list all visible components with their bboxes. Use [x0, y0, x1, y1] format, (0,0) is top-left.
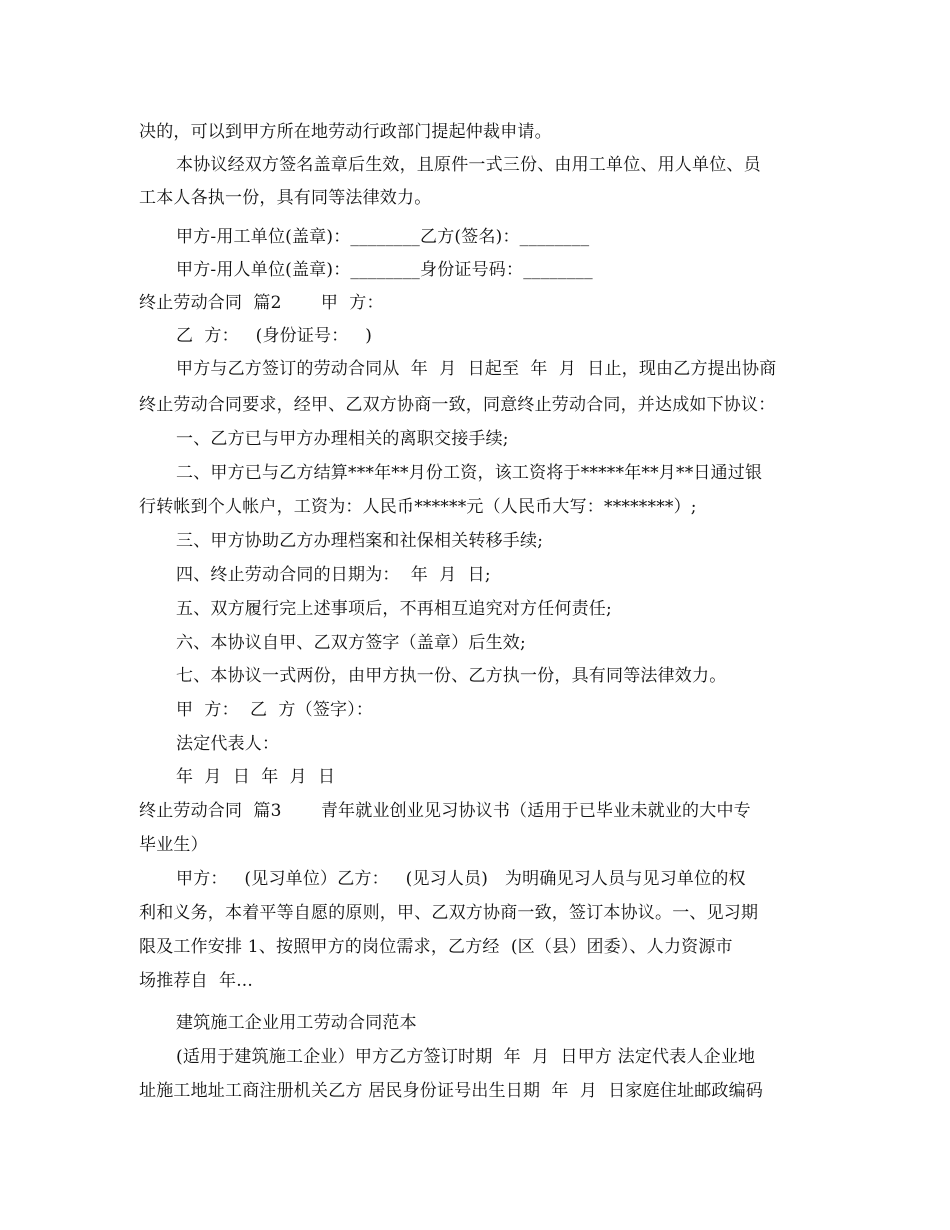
text-line: 行转帐到个人帐户，工资为：人民币******元（人民币大写：********）; — [139, 497, 697, 517]
text-line: 址施工地址工商注册机关乙方 居民身份证号出生日期 年 月 日家庭住址邮政编码 — [139, 1081, 764, 1101]
section-heading: 终止劳动合同 篇3 青年就业创业见习协议书（适用于已毕业未就业的大中专 — [139, 801, 751, 821]
text-line: 决的，可以到甲方所在地劳动行政部门提起仲裁申请。 — [139, 122, 552, 142]
signature-line-user-unit: 甲方-用人单位(盖章)：________身份证号码：________ — [176, 260, 593, 280]
date-line: 年 月 日 年 月 日 — [176, 767, 336, 787]
text-line: 乙 方： (身份证号： ) — [176, 326, 373, 346]
signature-line-employer: 甲方-用工单位(盖章)：________乙方(签名)：________ — [176, 227, 590, 247]
text-line: 场推荐自 年... — [139, 971, 254, 991]
list-item: 四、终止劳动合同的日期为： 年 月 日; — [176, 565, 491, 585]
text-line: (适用于建筑施工企业）甲方乙方签订时期 年 月 日甲方 法定代表人企业地 — [176, 1047, 756, 1067]
list-item: 二、甲方已与乙方结算***年**月份工资，该工资将于*****年**月**日通过银 — [176, 463, 763, 483]
list-item: 一、乙方已与甲方办理相关的离职交接手续; — [176, 429, 509, 449]
text-line: 限及工作安排 1、按照甲方的岗位需求，乙方经 (区（县）团委）、人力资源市 — [139, 937, 733, 957]
list-item: 三、甲方协助乙方办理档案和社保相关转移手续; — [176, 531, 544, 551]
list-item: 五、双方履行完上述事项后，不再相互追究对方任何责任; — [176, 599, 612, 619]
list-item: 六、本协议自甲、乙双方签字（盖章）后生效; — [176, 633, 526, 653]
text-line: 甲方与乙方签订的劳动合同从 年 月 日起至 年 月 日止，现由乙方提出协商 — [176, 359, 777, 379]
text-line: 工本人各执一份，具有同等法律效力。 — [139, 188, 432, 208]
text-line: 终止劳动合同要求，经甲、乙双方协商一致，同意终止劳动合同，并达成如下协议： — [139, 395, 776, 415]
text-line: 甲方： (见习单位）乙方： (见习人员) 为明确见习人员与见习单位的权 — [176, 869, 746, 889]
section-title: 建筑施工企业用工劳动合同范本 — [176, 1013, 417, 1033]
signature-line: 甲 方： 乙 方（签字）： — [176, 700, 374, 720]
text-line: 利和义务，本着平等自愿的原则，甲、乙双方协商一致，签订本协议。一、见习期 — [139, 903, 759, 923]
list-item: 七、本协议一式两份，由甲方执一份、乙方执一份，具有同等法律效力。 — [176, 666, 727, 686]
section-heading: 终止劳动合同 篇2 甲 方： — [139, 293, 384, 313]
text-line: 本协议经双方签名盖章后生效，且原件一式三份、由用工单位、用人单位、员 — [176, 155, 761, 175]
text-line: 毕业生） — [139, 835, 208, 855]
text-line: 法定代表人： — [176, 734, 280, 754]
